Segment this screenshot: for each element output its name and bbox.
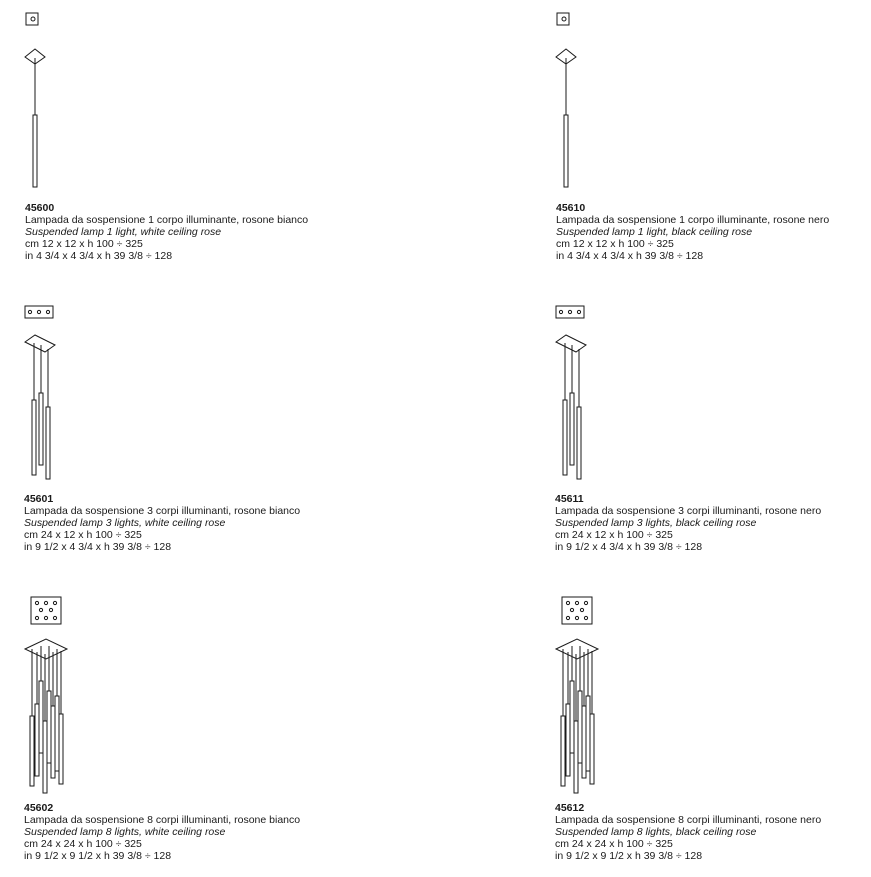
description-italian: Lampada da sospensione 1 corpo illuminante, rosone bianco [25,214,309,226]
dimensions-in: in 4 3/4 x 4 3/4 x h 39 3/8 ÷ 128 [556,250,704,262]
dimensions-in: in 9 1/2 x 9 1/2 x h 39 3/8 ÷ 128 [555,850,703,862]
product-card [555,305,871,555]
dimensions-cm: cm 12 x 12 x h 100 ÷ 325 [556,238,674,250]
dimensions-in: in 4 3/4 x 4 3/4 x h 39 3/8 ÷ 128 [25,250,173,262]
description-italian: Lampada da sospensione 8 corpi illuminanti, rosone bianco [24,814,301,826]
description-english: Suspended lamp 3 lights, white ceiling rose [24,517,226,529]
description-italian: Lampada da sospensione 3 corpi illuminanti, rosone bianco [24,505,301,517]
product-card [555,596,871,866]
product-card [24,596,404,866]
description-english: Suspended lamp 3 lights, black ceiling rose [555,517,757,529]
product-code: 45610 [556,202,586,214]
dimensions-in: in 9 1/2 x 4 3/4 x h 39 3/8 ÷ 128 [555,541,703,553]
dimensions-cm: cm 24 x 12 x h 100 ÷ 325 [555,529,673,541]
description-italian: Lampada da sospensione 8 corpi illuminanti, rosone nero [555,814,822,826]
dimensions-cm: cm 12 x 12 x h 100 ÷ 325 [25,238,143,250]
product-code: 45611 [555,493,584,505]
dimensions-cm: cm 24 x 24 x h 100 ÷ 325 [24,838,142,850]
lamp-drawing-8-lights [24,596,74,801]
description-english: Suspended lamp 1 light, white ceiling rose [25,226,222,238]
product-code: 45601 [24,493,54,505]
product-code: 45602 [24,802,54,814]
product-code: 45600 [25,202,55,214]
product-code: 45612 [555,802,585,814]
dimensions-in: in 9 1/2 x 9 1/2 x h 39 3/8 ÷ 128 [24,850,172,862]
dimensions-cm: cm 24 x 24 x h 100 ÷ 325 [555,838,673,850]
lamp-drawing-1-light [556,12,596,197]
lamp-drawing-8-lights [555,596,605,801]
product-card [24,305,404,555]
lamp-drawing-1-light [25,12,65,197]
product-card [556,12,871,264]
lamp-drawing-3-lights [24,305,64,485]
product-card [25,12,405,264]
description-italian: Lampada da sospensione 1 corpo illuminante, rosone nero [556,214,830,226]
dimensions-in: in 9 1/2 x 4 3/4 x h 39 3/8 ÷ 128 [24,541,172,553]
description-english: Suspended lamp 1 light, black ceiling rose [556,226,753,238]
description-italian: Lampada da sospensione 3 corpi illuminanti, rosone nero [555,505,822,517]
description-english: Suspended lamp 8 lights, black ceiling rose [555,826,757,838]
lamp-drawing-3-lights [555,305,595,485]
description-english: Suspended lamp 8 lights, white ceiling rose [24,826,226,838]
dimensions-cm: cm 24 x 12 x h 100 ÷ 325 [24,529,142,541]
